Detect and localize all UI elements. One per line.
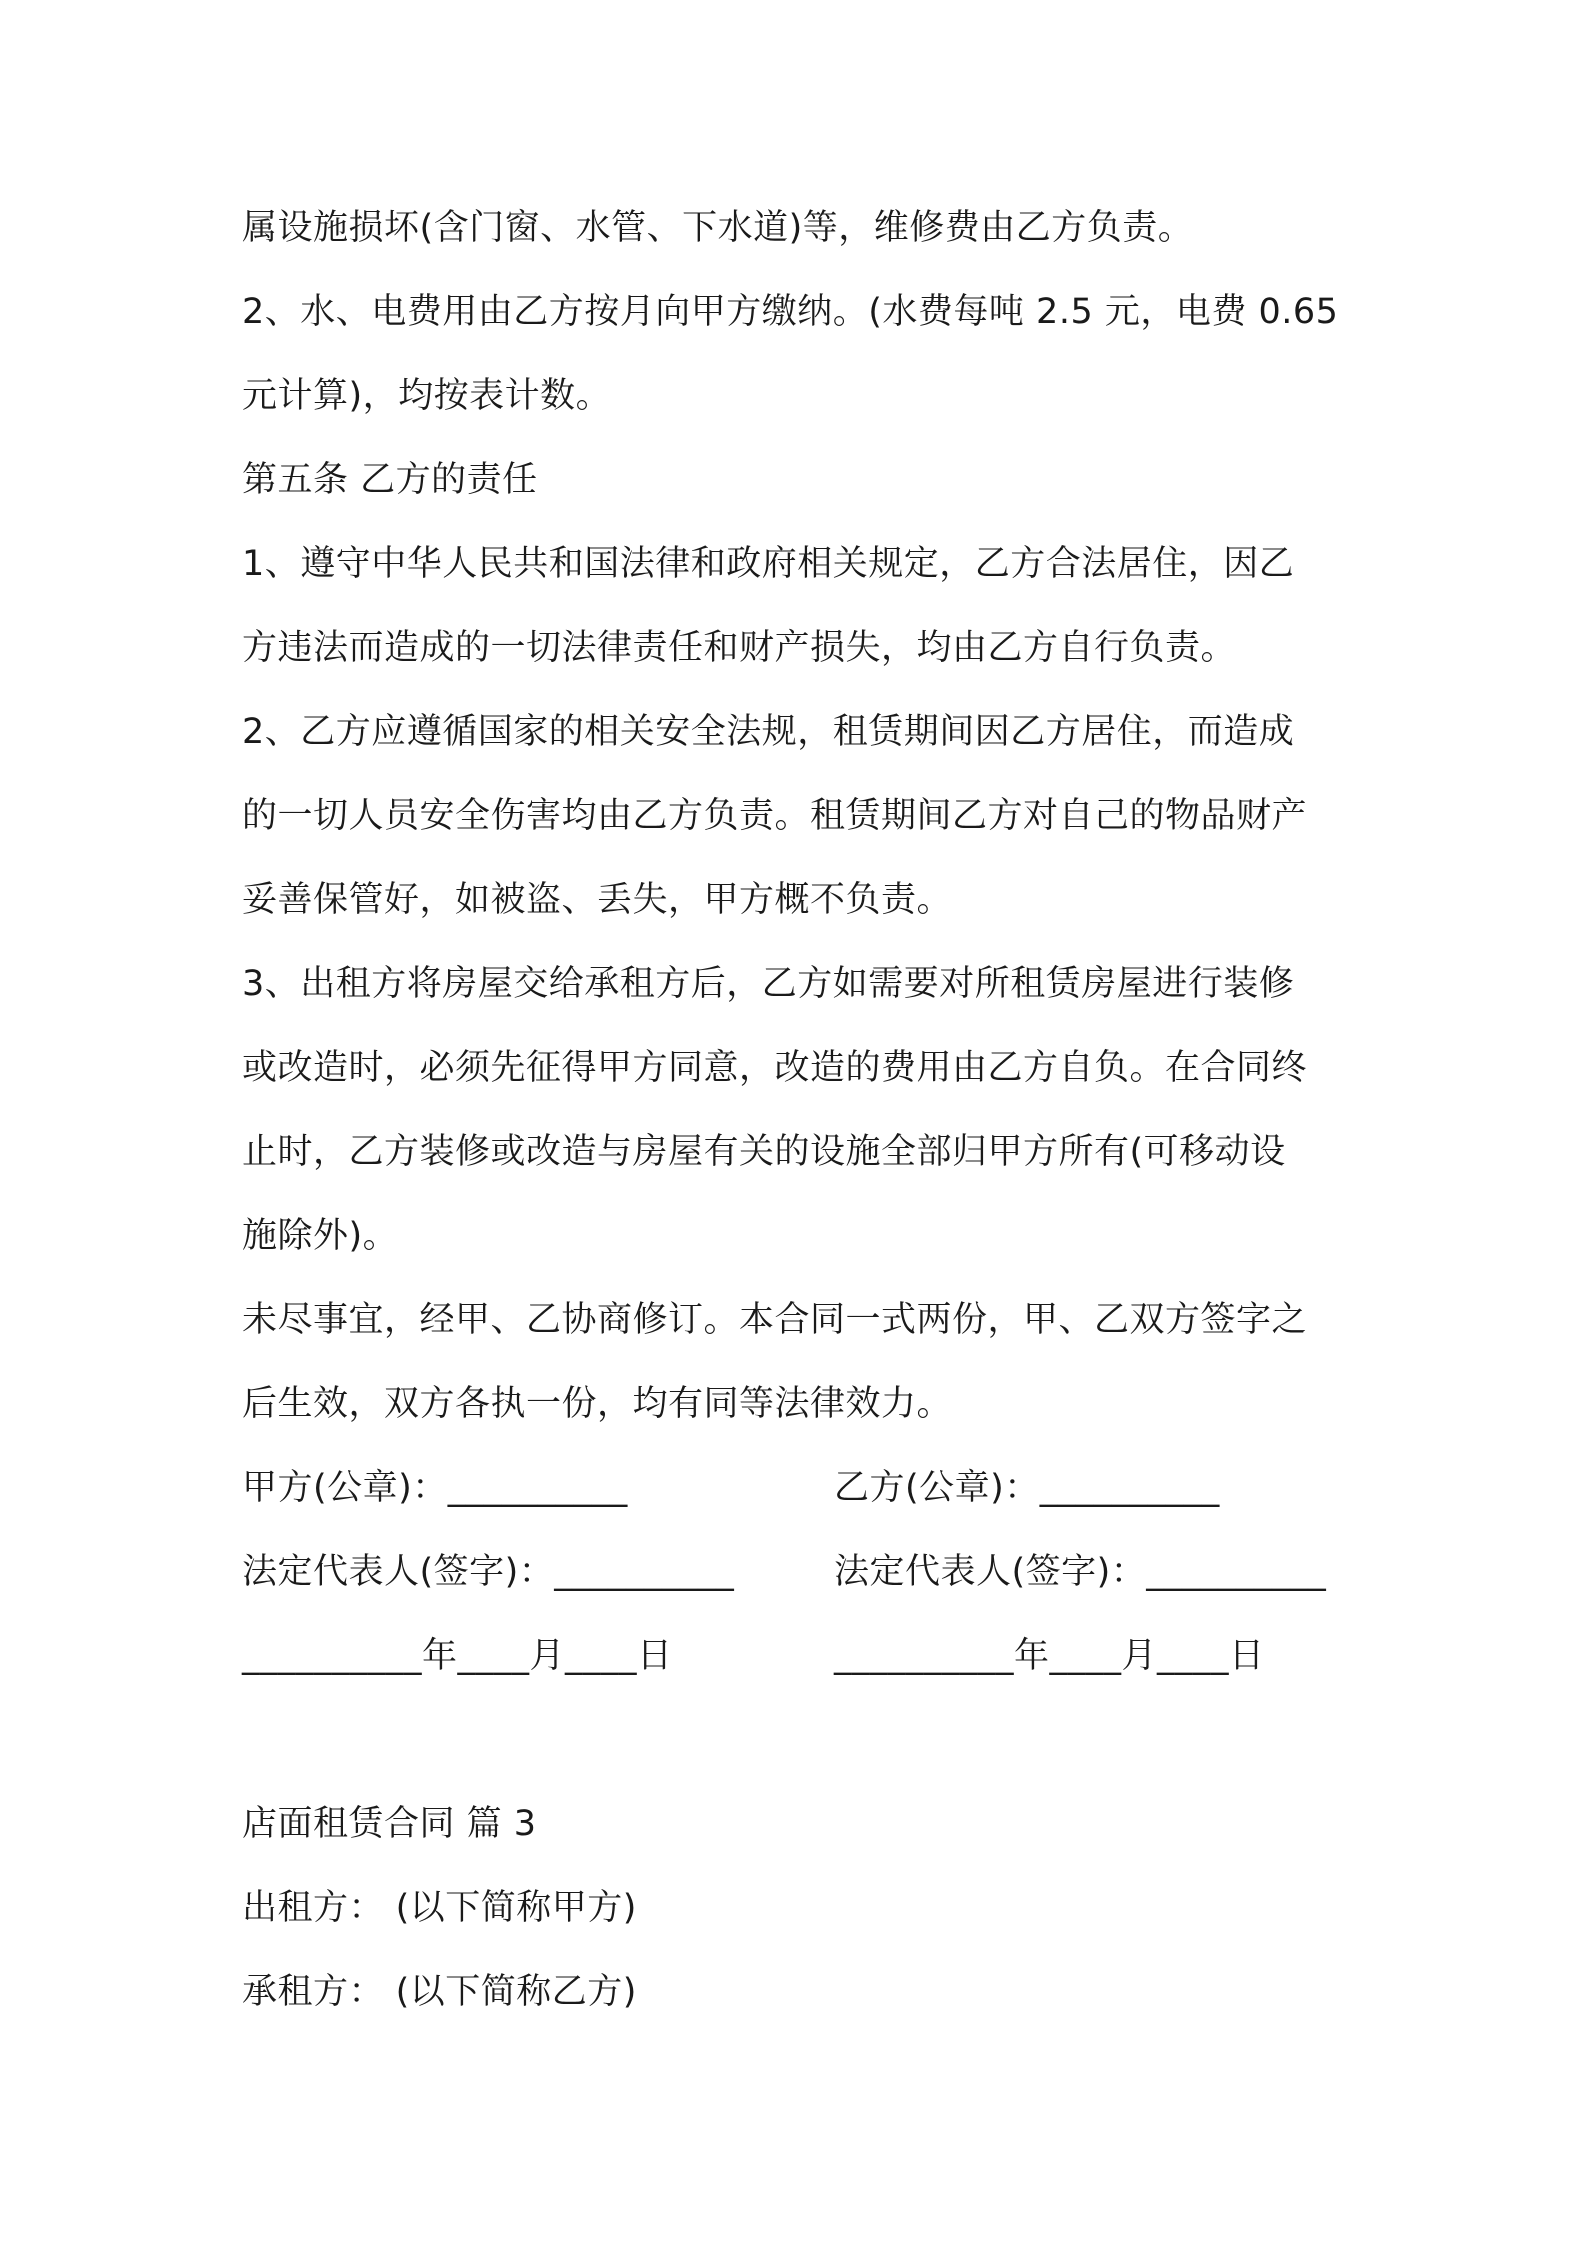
paragraph-line: 施除外)。 — [242, 1216, 399, 1256]
section-heading: 第五条 乙方的责任 — [242, 460, 538, 500]
party-a-date: __________年____月____日 — [242, 1636, 673, 1676]
paragraph-line: 属设施损坏(含门窗、水管、下水道)等，维修费由乙方负责。 — [242, 208, 1194, 248]
lessee-line: 承租方： (以下简称乙方) — [242, 1972, 637, 2012]
party-b-seal: 乙方(公章)：__________ — [834, 1468, 1220, 1508]
paragraph-line: 后生效，双方各执一份，均有同等法律效力。 — [242, 1384, 953, 1424]
lessor-line: 出租方： (以下简称甲方) — [242, 1888, 637, 1928]
paragraph-line: 未尽事宜，经甲、乙协商修订。本合同一式两份，甲、乙双方签字之 — [242, 1300, 1308, 1340]
paragraph-line: 3、出租方将房屋交给承租方后，乙方如需要对所租赁房屋进行装修 — [242, 964, 1295, 1004]
paragraph-line: 止时，乙方装修或改造与房屋有关的设施全部归甲方所有(可移动设 — [242, 1132, 1286, 1172]
paragraph-line: 方违法而造成的一切法律责任和财产损失，均由乙方自行负责。 — [242, 628, 1237, 668]
paragraph-line: 2、水、电费用由乙方按月向甲方缴纳。(水费每吨 2.5 元，电费 0.65 — [242, 292, 1339, 332]
paragraph-line: 的一切人员安全伤害均由乙方负责。租赁期间乙方对自己的物品财产 — [242, 796, 1308, 836]
paragraph-line: 1、遵守中华人民共和国法律和政府相关规定，乙方合法居住，因乙 — [242, 544, 1295, 584]
paragraph-line: 元计算)，均按表计数。 — [242, 376, 612, 416]
paragraph-line: 2、乙方应遵循国家的相关安全法规，租赁期间因乙方居住，而造成 — [242, 712, 1295, 752]
party-a-seal: 甲方(公章)：__________ — [242, 1468, 628, 1508]
paragraph-line: 妥善保管好，如被盗、丢失，甲方概不负责。 — [242, 880, 953, 920]
paragraph-line: 或改造时，必须先征得甲方同意，改造的费用由乙方自负。在合同终 — [242, 1048, 1308, 1088]
section-title: 店面租赁合同 篇 3 — [242, 1804, 537, 1844]
party-a-representative: 法定代表人(签字)：__________ — [242, 1552, 735, 1592]
party-b-date: __________年____月____日 — [834, 1636, 1265, 1676]
party-b-representative: 法定代表人(签字)：__________ — [834, 1552, 1327, 1592]
